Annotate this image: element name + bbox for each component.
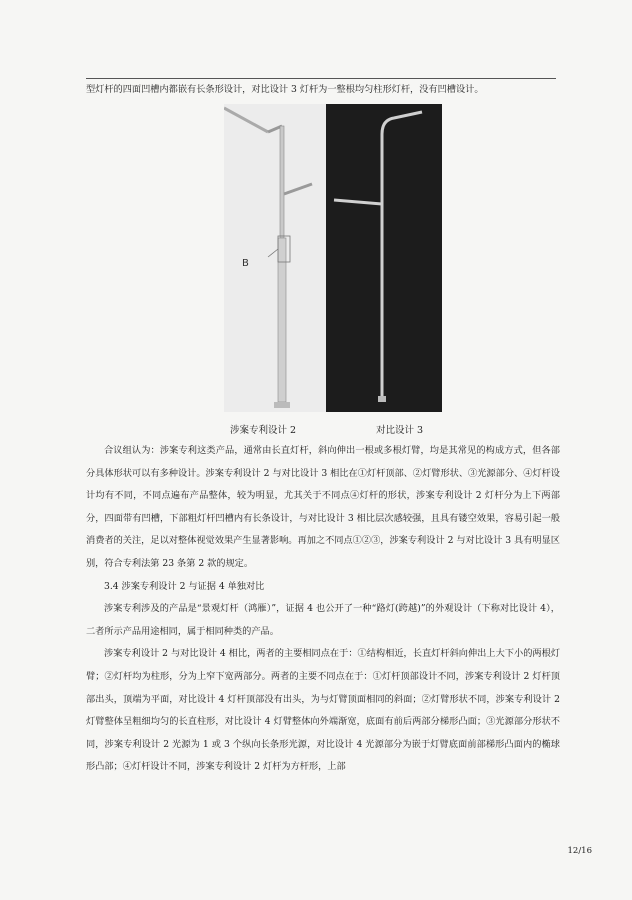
detail-marker-label: B — [242, 258, 249, 269]
design-2-lamp-drawing — [224, 104, 326, 412]
paragraph-collegial-opinion: 合议组认为：涉案专利这类产品，通常由长直灯杆，斜向伸出一根或多根灯臂，均是其常见的构成方式，但各部分具体形状可以有多种设计。涉案专利设计 2 与对比设计 3 相比在①灯杆顶部、②灯臂形状、③光源部分、④灯杆设计均有不同，不同点遍布产品整体，较为明显，尤其关于不同点④灯杆的形状，涉案专利设计 2 灯杆分为上下两部分，四面带有凹槽，下部粗灯杆凹槽内有长条设计，与对比设计 3 相比层次感较强，且具有镂空效果，容易引起一般消费者的关注，足以对整体视觉效果产生显著影响。再加之不同点①②③，涉案专利设计 2 与对比设计 3 具有明显区别，符合专利法第 23 条第 2 款的规定。 — [86, 445, 560, 569]
caption-patent-design-2: 涉案专利设计 2 — [230, 425, 297, 436]
caption-comparison-design-3: 对比设计 3 — [376, 425, 424, 436]
comparison-design-3-image — [326, 104, 442, 412]
section-heading: 3.4 涉案专利设计 2 与证据 4 单独对比 — [104, 580, 265, 592]
header-rule — [86, 78, 556, 79]
paragraph-comparison-4: 涉案专利设计 2 与对比设计 4 相比，两者的主要相同点在于：①结构相近，长直灯杆斜向伸出上大下小的两根灯臂；②灯杆均为柱形，分为上窄下宽两部分。两者的主要不同点在于：①灯杆顶部设计不同，涉案专利设计 2 灯杆顶部出头，顶端为平面，对比设计 4 灯杆顶部没有出头，为与灯臂顶面相同的斜面；②灯臂形状不同，涉案专利设计 2 灯臂整体呈粗细均匀的长直柱形，对比设计 4 灯臂整体向外端渐宽，底面有前后两部分梯形凸面；③光源部分形状不同，涉案专利设计 2 光源为 1 或 3 个纵向长条形光源，对比设计 4 光源部分为嵌于灯臂底面前部梯形凸面内的椭球形凸部；④灯杆设计不同，涉案专利设计 2 灯杆为方杆形，上部 — [86, 648, 560, 773]
comparison-figure — [224, 104, 442, 412]
design-3-lamp-drawing — [326, 104, 442, 412]
page-number: 12/16 — [567, 846, 592, 856]
body-text — [86, 440, 560, 779]
paragraph-evidence-4-intro: 涉案专利涉及的产品是“景观灯杆（鸿雁）”，证据 4 也公开了一种“路灯(跨越)”的外观设计（下称对比设计 4），二者所示产品用途相同，属于相同种类的产品。 — [86, 603, 560, 637]
lead-line: 型灯杆的四面凹槽内都嵌有长条形设计，对比设计 3 灯杆为一整根均匀柱形灯杆，没有凹槽设计。 — [86, 84, 484, 95]
patent-design-2-image — [224, 104, 326, 412]
